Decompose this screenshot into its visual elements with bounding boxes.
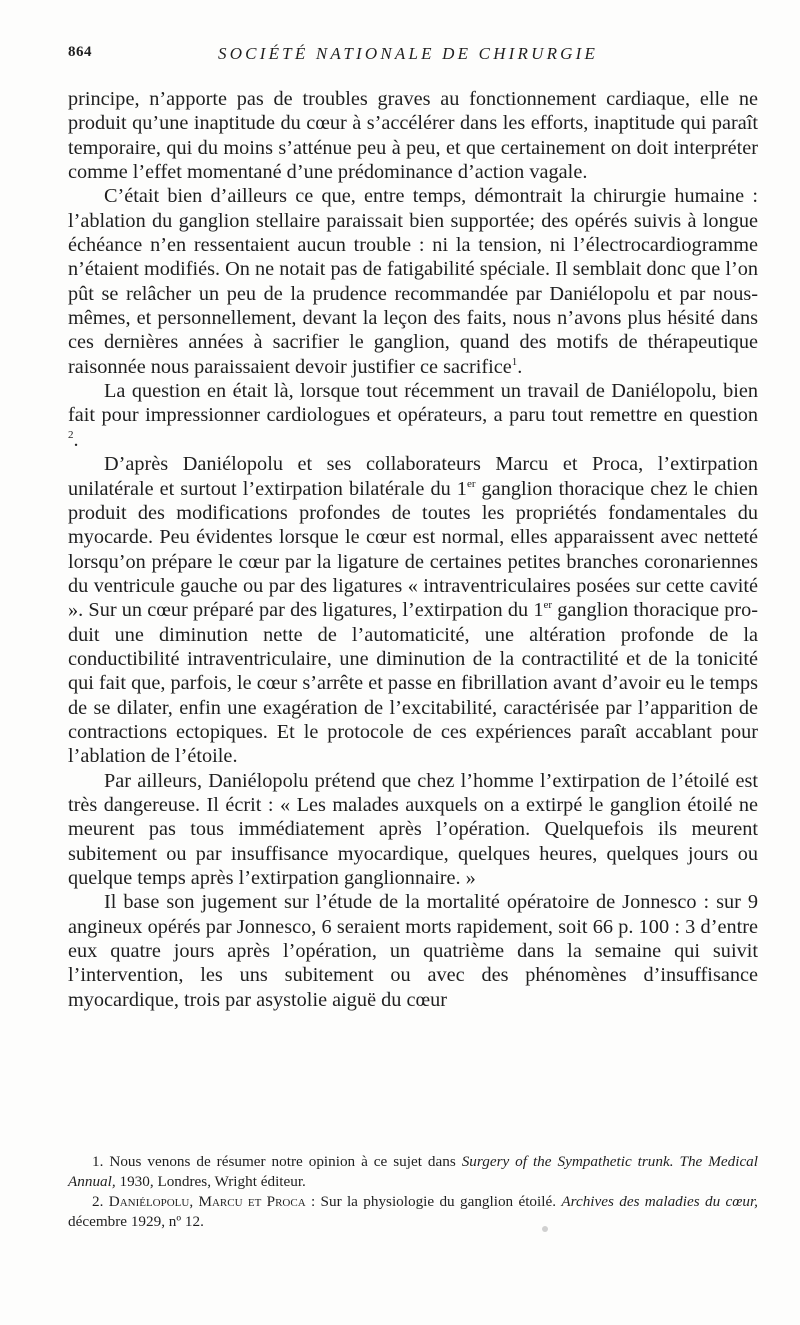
footnote-2-authors: 2. Daniélopolu, Marcu et Proca [92, 1193, 306, 1210]
footnote-1-text: 1. Nous venons de résumer notre opinion à ce sujet dans [92, 1153, 462, 1170]
paragraph-3 [68, 379, 758, 452]
footnote-2-journal: Archives des maladies du cœur, [561, 1193, 758, 1210]
footnote-1-title: Surgery of the Sympathetic trunk. The Medical Annual, [68, 1153, 758, 1190]
body-text [68, 87, 758, 1012]
footnote-ref-2: 2 [68, 429, 74, 442]
running-head: SOCIÉTÉ NATIONALE DE CHIRURGIE [218, 44, 599, 63]
paragraph-5: Par ailleurs, Daniélopolu prétend que chez l’homme l’extirpation de l’étoilé est très dangereuse. Il écrit : « Les malades auxquels on a extirpé le ganglion étoilé ne meurent pas tous immédiatement après l’opération. Quelquefois ils meurent subitement ou par insuffisance myocardique, quelques heures, quelques jours ou quelque temps après l’extirpation ganglionnaire. » [68, 769, 758, 889]
footnote-ref-1: 1 [511, 356, 518, 369]
paragraph-2 [68, 184, 758, 379]
page-number: 864 [68, 44, 92, 60]
paragraph-1: principe, n’apporte pas de troubles graves au fonctionnement cardiaque, elle ne produit qu’une inaptitude du cœur à s’accélérer dans les efforts, inaptitude qui paraît temporaire, qui du moins s’atténue peu à peu, et que certainement on doit interpréter comme l’effet momentané d’une prédominance d’action vagale. [68, 88, 758, 184]
footnote-1-publisher: 1930, Londres, Wright éditeur. [115, 1173, 306, 1190]
ordinal-superscript-2: er [543, 599, 553, 612]
paragraph-4-part-a: D’après Daniélopolu et ses collaborateurs Marcu et Proca, l’extirpation unilatérale et surtout l’extirpation bilatérale du 1 [68, 453, 758, 500]
footnote-2-date: décembre 1929, nº 12. [68, 1213, 204, 1230]
paragraph-4 [68, 452, 758, 768]
print-speck [542, 1226, 548, 1232]
footnotes [68, 1152, 758, 1232]
page-header [68, 44, 758, 68]
paragraph-4-part-c: ganglion thoracique produit une diminution nette de l’automaticité, une altération profonde de la conductibilité intraventriculaire, une diminution de la contractilité et de la tonicité qui fait que, parfois, le cœur s’arrête et passe en fibrillation avant d’avoir eu le temps de se dilater, enfin une exagération de l’excitabilité, caractérisée par l’apparition de contractions ectopiques. Et le protocole de ces expériences paraît accablant pour l’ablation de l’étoile. [68, 599, 759, 768]
paragraph-6: Il base son jugement sur l’étude de la mortalité opératoire de Jonnesco : sur 9 angineux opérés par Jonnesco, 6 seraient morts rapidement, soit 66 p. 100 : 3 d’entre eux quatre jours après l’opération, un quatrième dans la semaine qui suivit l’intervention, les uns subitement ou avec des phénomènes d’insuffisance myocardique, trois par asystolie aiguë du cœur [68, 891, 758, 1011]
footnote-2-text: : Sur la physiologie du ganglion étoilé. [305, 1193, 562, 1210]
ordinal-superscript-1: er [466, 477, 476, 490]
footnote-2 [68, 1192, 758, 1232]
paragraph-3-end: . [73, 428, 79, 451]
paragraph-2-end: . [517, 355, 523, 378]
paragraph-3-text: La question en était là, lorsque tout récemment un travail de Daniélopolu, bien fait pour impressionner cardiologues et opérateurs, a paru tout remettre en question [68, 380, 758, 427]
paragraph-2-text: C’était bien d’ailleurs ce que, entre temps, démontrait la chirurgie humaine : l’ablation du ganglion stellaire paraissait bien supportée; des opérés suivis à longue échéance n’en ressentaient aucun trouble : ni la tension, ni l’électrocardiogramme n’étaient modifiés. On ne notait pas de fatigabilité spéciale. Il semblait donc que l’on pût se relâcher un peu de la prudence recommandée par Daniélopolu et par nous-mêmes, et personnellement, devant la leçon des faits, nous n’avons plus hésité dans ces dernières années à sacrifier le ganglion, quand des motifs de thérapeutique raisonnée nous paraissaient devoir justifier ce sacrifice [68, 185, 758, 378]
paragraph-4-part-b: ganglion thoracique chez le chien produit des modifications profondes de toutes les propriétés fondamentales du myocarde. Peu évidentes lorsque le cœur est normal, elles apparaissent avec netteté lorsqu’on prépare le cœur par la ligature de certaines petites branches coronariennes du ventricule gauche ou par des ligatures « intraventriculaires posées sur cette cavité ». Sur un cœur préparé par des ligatures, l’extirpation du 1 [68, 477, 758, 622]
footnote-1 [68, 1152, 758, 1192]
